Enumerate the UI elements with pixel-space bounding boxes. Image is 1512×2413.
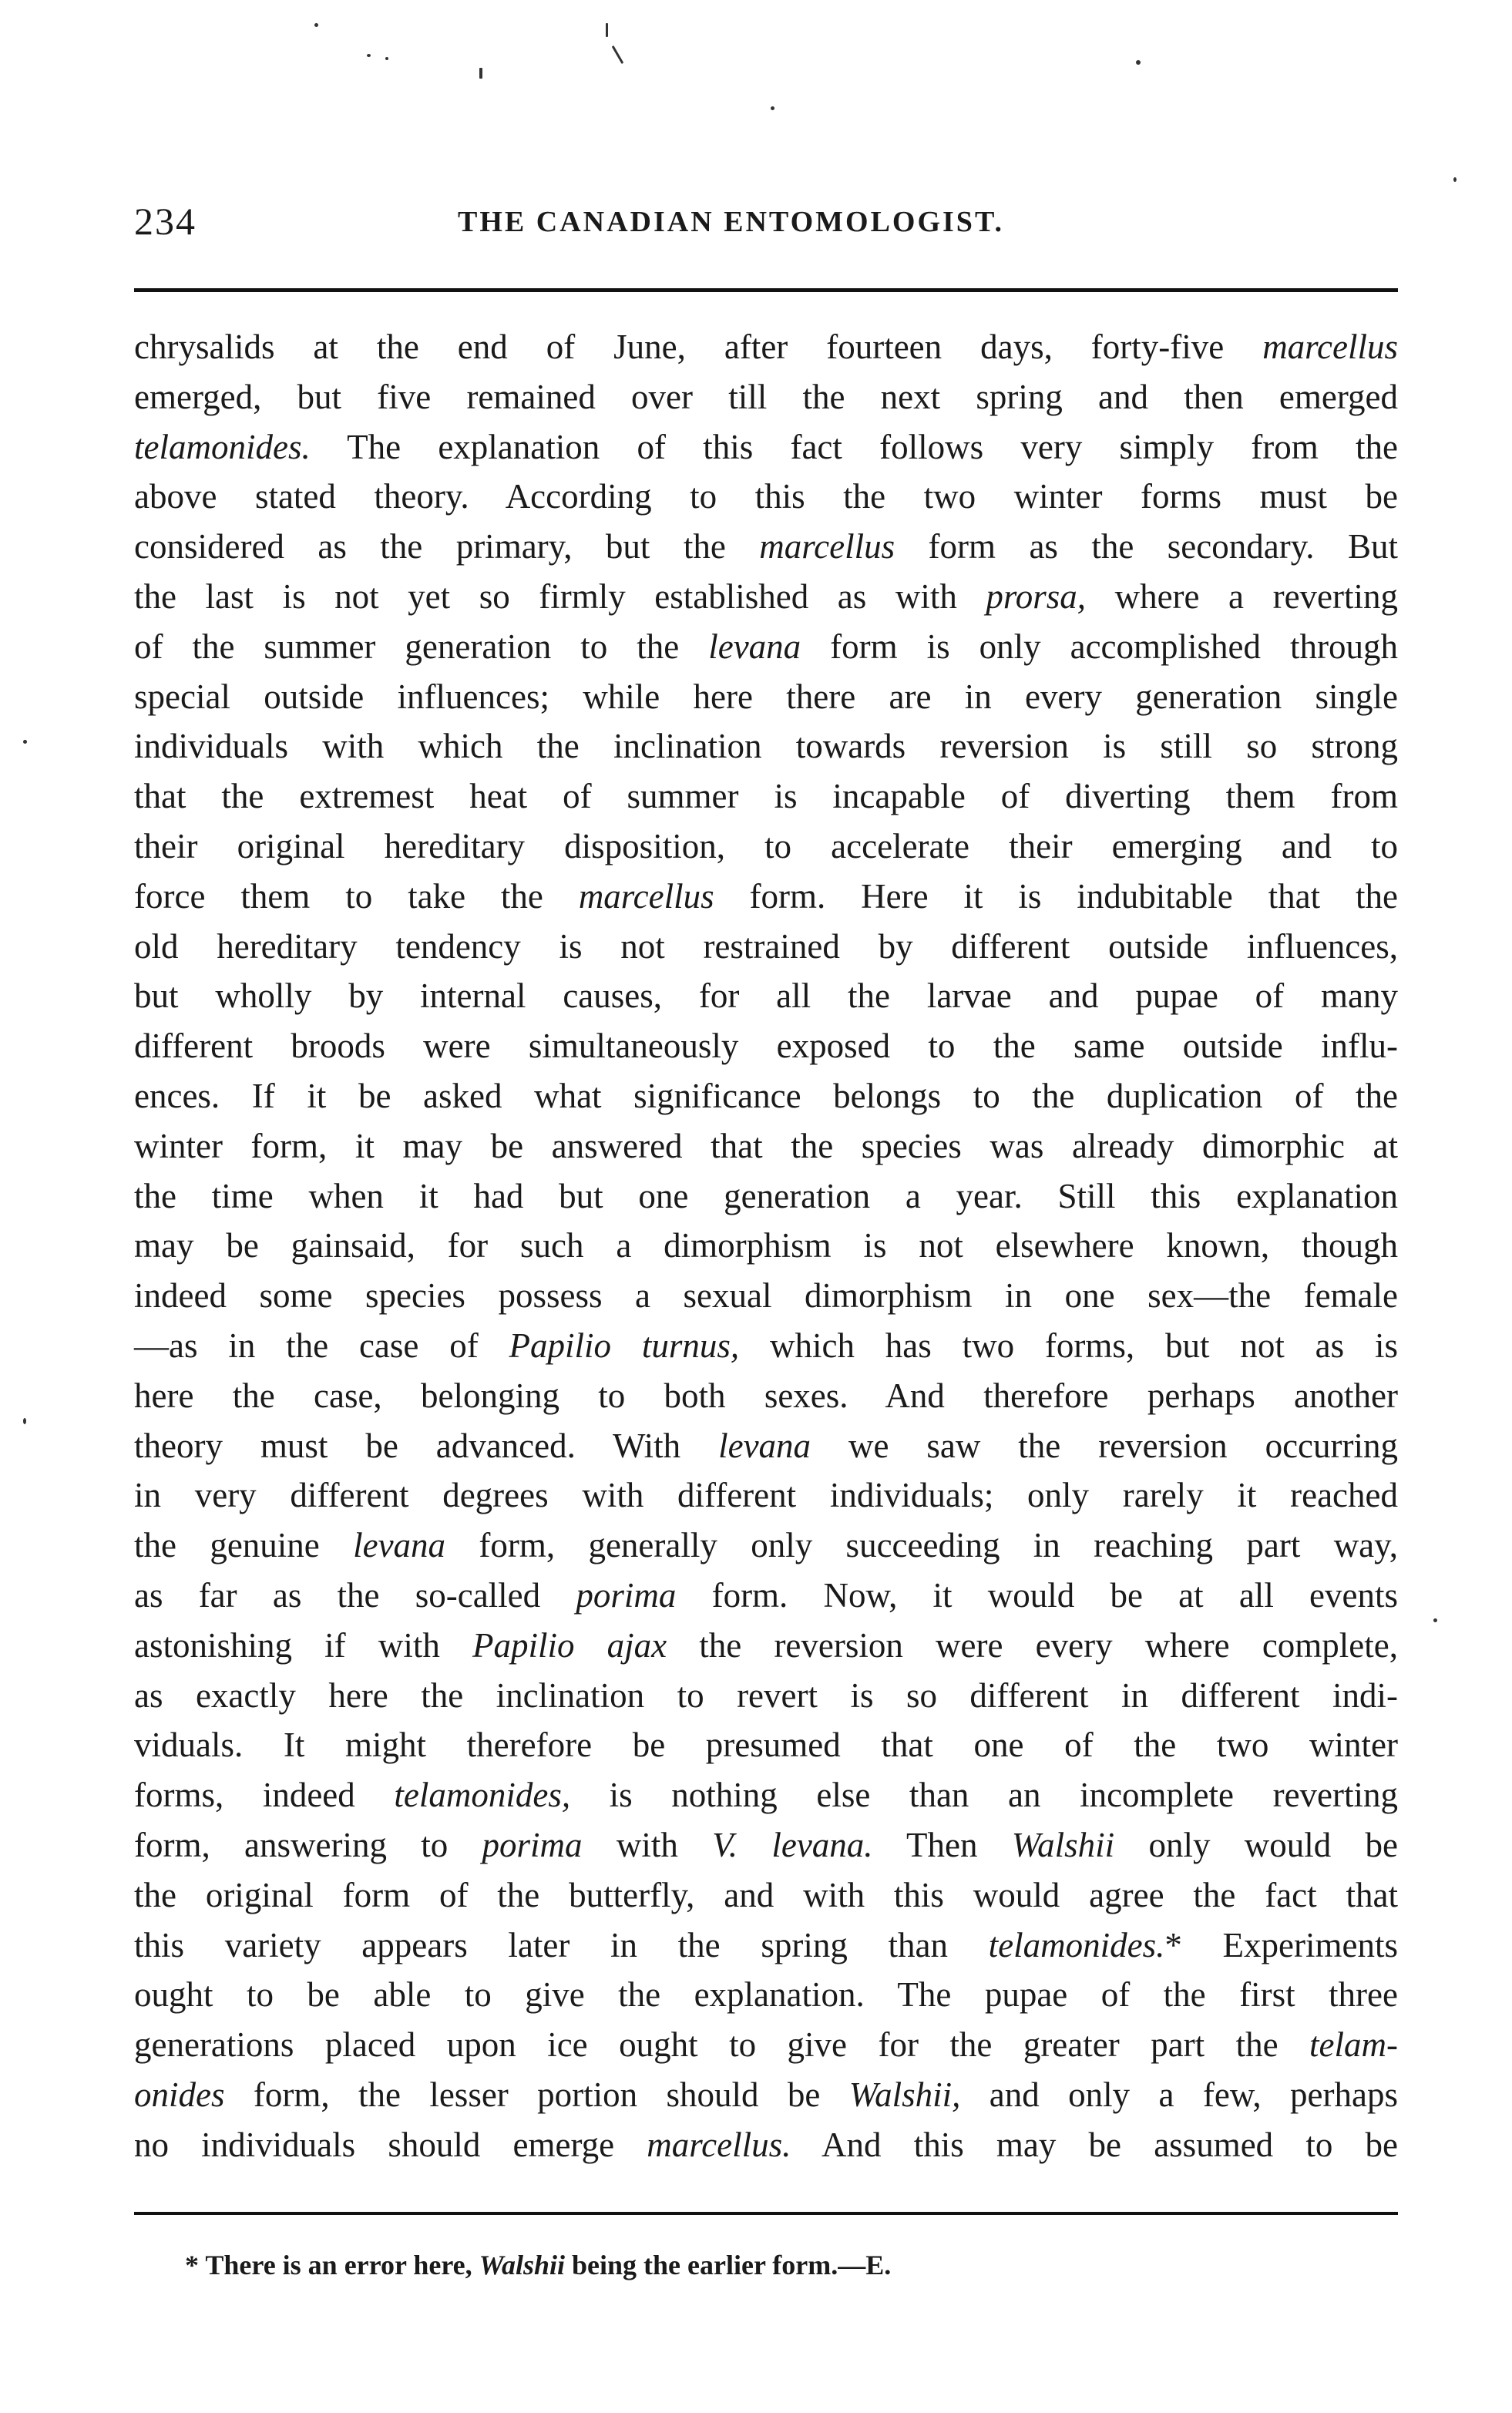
text-run: viduals. It might therefore be presumed that one of the two winter — [134, 1726, 1398, 1765]
text-line — [134, 1820, 1398, 1870]
italic-term: porima — [482, 1825, 583, 1864]
text-run: force them to take the — [134, 876, 579, 916]
text-line — [134, 472, 1398, 522]
text-line — [134, 771, 1398, 822]
text-run: old hereditary tendency is not restrained by different outside influences, — [134, 926, 1398, 966]
text-run: is nothing else than an incomplete reverting — [570, 1776, 1399, 1815]
text-run: ought to be able to give the explanation. The pupae of the first three — [134, 1975, 1398, 2015]
text-line — [134, 1621, 1398, 1671]
text-run: which has two forms, but not as is — [739, 1326, 1398, 1365]
italic-term: Papilio turnus, — [509, 1326, 740, 1365]
text-line — [134, 622, 1398, 672]
text-line — [134, 1221, 1398, 1271]
text-line — [134, 971, 1398, 1021]
italic-term: telamonides, — [394, 1776, 571, 1815]
italic-term: Papilio ajax — [472, 1625, 667, 1665]
text-line — [134, 1571, 1398, 1621]
text-line — [134, 2070, 1398, 2120]
text-line — [134, 1021, 1398, 1071]
text-line — [134, 1970, 1398, 2020]
footnote-text-after: being the earlier form.—E. — [565, 2250, 892, 2280]
italic-term: levana — [718, 1426, 811, 1465]
text-run: and only a few, perhaps — [960, 2075, 1398, 2114]
text-run: form. Now, it would be at all events — [676, 1575, 1398, 1615]
text-run: in very different degrees with different individuals; only rarely it reached — [134, 1476, 1398, 1515]
footnote-italic: Walshii — [479, 2250, 565, 2280]
text-run: theory must be advanced. With — [134, 1426, 719, 1465]
text-run: here the case, belonging to both sexes. And therefore perhaps another — [134, 1376, 1398, 1415]
body-text — [134, 322, 1398, 2169]
text-run: astonishing if with — [134, 1625, 472, 1665]
text-run: And this may be assumed to be — [791, 2125, 1398, 2164]
footnote-rule — [134, 2212, 1398, 2215]
text-run: where a reverting — [1086, 576, 1399, 616]
text-run: only would be — [1114, 1825, 1398, 1864]
text-run: no individuals should emerge — [134, 2125, 647, 2164]
text-run: form as the secondary. But — [895, 527, 1398, 566]
text-line — [134, 822, 1398, 872]
text-run: form is only accomplished through — [801, 627, 1398, 666]
italic-term: levana — [353, 1526, 446, 1565]
text-line — [134, 1770, 1398, 1820]
text-run: form. Here it is indubitable that the — [714, 876, 1398, 916]
text-line — [134, 372, 1398, 422]
italic-term: onides — [134, 2075, 225, 2114]
text-run: generations placed upon ice ought to give for the greater part the — [134, 2025, 1310, 2065]
text-line — [134, 1371, 1398, 1421]
text-run: the last is not yet so firmly established as with — [134, 576, 986, 616]
italic-term: Walshii, — [848, 2075, 961, 2114]
text-line — [134, 1921, 1398, 1971]
text-line — [134, 522, 1398, 572]
italic-term: V. levana. — [712, 1825, 873, 1864]
text-run: forms, indeed — [134, 1776, 395, 1815]
text-run: but wholly by internal causes, for all the larvae and pupae of many — [134, 976, 1398, 1016]
text-line — [134, 2020, 1398, 2070]
text-run: the reversion were every where complete, — [667, 1625, 1398, 1665]
text-run: individuals with which the inclination towards reversion is still so strong — [134, 727, 1398, 766]
footnote — [185, 2249, 1341, 2281]
text-line — [134, 1720, 1398, 1770]
text-run: with — [582, 1825, 713, 1864]
text-run: indeed some species possess a sexual dimorphism in one sex—the female — [134, 1276, 1398, 1316]
header-rule — [134, 288, 1398, 292]
text-run: different broods were simultaneously exposed to the same outside influ- — [134, 1027, 1398, 1066]
text-line — [134, 1121, 1398, 1171]
italic-term: porima — [576, 1575, 677, 1615]
page-number: 234 — [134, 200, 197, 243]
text-run: the genuine — [134, 1526, 354, 1565]
text-run: we saw the reversion occurring — [811, 1426, 1398, 1465]
text-run: chrysalids at the end of June, after fourteen days, forty-five — [134, 328, 1263, 366]
text-run: winter form, it may be answered that the species was already dimorphic at — [134, 1126, 1398, 1165]
italic-term: Walshii — [1011, 1825, 1115, 1864]
italic-term: telamonides. — [134, 427, 311, 466]
italic-term: telamonides. — [988, 1925, 1165, 1964]
text-line — [134, 1321, 1398, 1371]
footnote-text-before: There is an error here, — [199, 2250, 479, 2280]
text-line — [134, 1671, 1398, 1721]
text-run: form, the lesser portion should be — [224, 2075, 849, 2114]
running-title: THE CANADIAN ENTOMOLOGIST. — [458, 206, 1004, 238]
text-run: this variety appears later in the spring than — [134, 1925, 989, 1964]
text-run: Then — [872, 1825, 1012, 1864]
text-run: ences. If it be asked what significance belongs to the duplication of the — [134, 1076, 1398, 1115]
text-run: special outside influences; while here there are in every generation single — [134, 677, 1398, 716]
text-line — [134, 872, 1398, 922]
text-line — [134, 1271, 1398, 1321]
text-line — [134, 422, 1398, 472]
text-line — [134, 2120, 1398, 2170]
text-run: the time when it had but one generation a year. Still this explanation — [134, 1176, 1398, 1215]
italic-term: marcellus — [578, 876, 714, 916]
text-run: emerged, but five remained over till the next spring and then emerged — [134, 377, 1398, 416]
text-line — [134, 572, 1398, 622]
italic-term: telam- — [1309, 2025, 1398, 2065]
text-run: form, answering to — [134, 1825, 482, 1864]
text-run: —as in the case of — [134, 1326, 509, 1365]
italic-term: marcellus — [759, 527, 895, 566]
text-run: may be gainsaid, for such a dimorphism is not elsewhere known, though — [134, 1226, 1398, 1265]
text-run: the original form of the butterfly, and with this would agree the fact that — [134, 1875, 1398, 1914]
text-line — [134, 1071, 1398, 1121]
text-run: of the summer generation to the — [134, 627, 709, 666]
text-line — [134, 1870, 1398, 1921]
text-line — [134, 922, 1398, 972]
page-header — [134, 199, 1398, 260]
text-line — [134, 1421, 1398, 1471]
text-line — [134, 322, 1398, 372]
text-run: their original hereditary disposition, to accelerate their emerging and to — [134, 826, 1398, 865]
text-line — [134, 1470, 1398, 1521]
text-run: form, generally only succeeding in reaching part way, — [445, 1526, 1398, 1565]
text-line — [134, 721, 1398, 771]
italic-term: marcellus. — [647, 2125, 791, 2164]
text-run: * Experiments — [1164, 1925, 1398, 1964]
text-run: that the extremest heat of summer is incapable of diverting them from — [134, 777, 1398, 816]
text-run: as exactly here the inclination to revert is so different in different indi- — [134, 1675, 1398, 1715]
text-run: as far as the so-called — [134, 1575, 576, 1615]
text-run: considered as the primary, but the — [134, 527, 760, 566]
footnote-marker: * — [185, 2250, 199, 2280]
text-run: above stated theory. According to this the two winter forms must be — [134, 477, 1398, 516]
text-line — [134, 1521, 1398, 1571]
text-run: The explanation of this fact follows very simply from the — [310, 427, 1398, 466]
text-line — [134, 672, 1398, 722]
text-line — [134, 1171, 1398, 1222]
italic-term: prorsa, — [986, 576, 1087, 616]
italic-term: marcellus — [1262, 328, 1398, 366]
italic-term: levana — [708, 627, 801, 666]
